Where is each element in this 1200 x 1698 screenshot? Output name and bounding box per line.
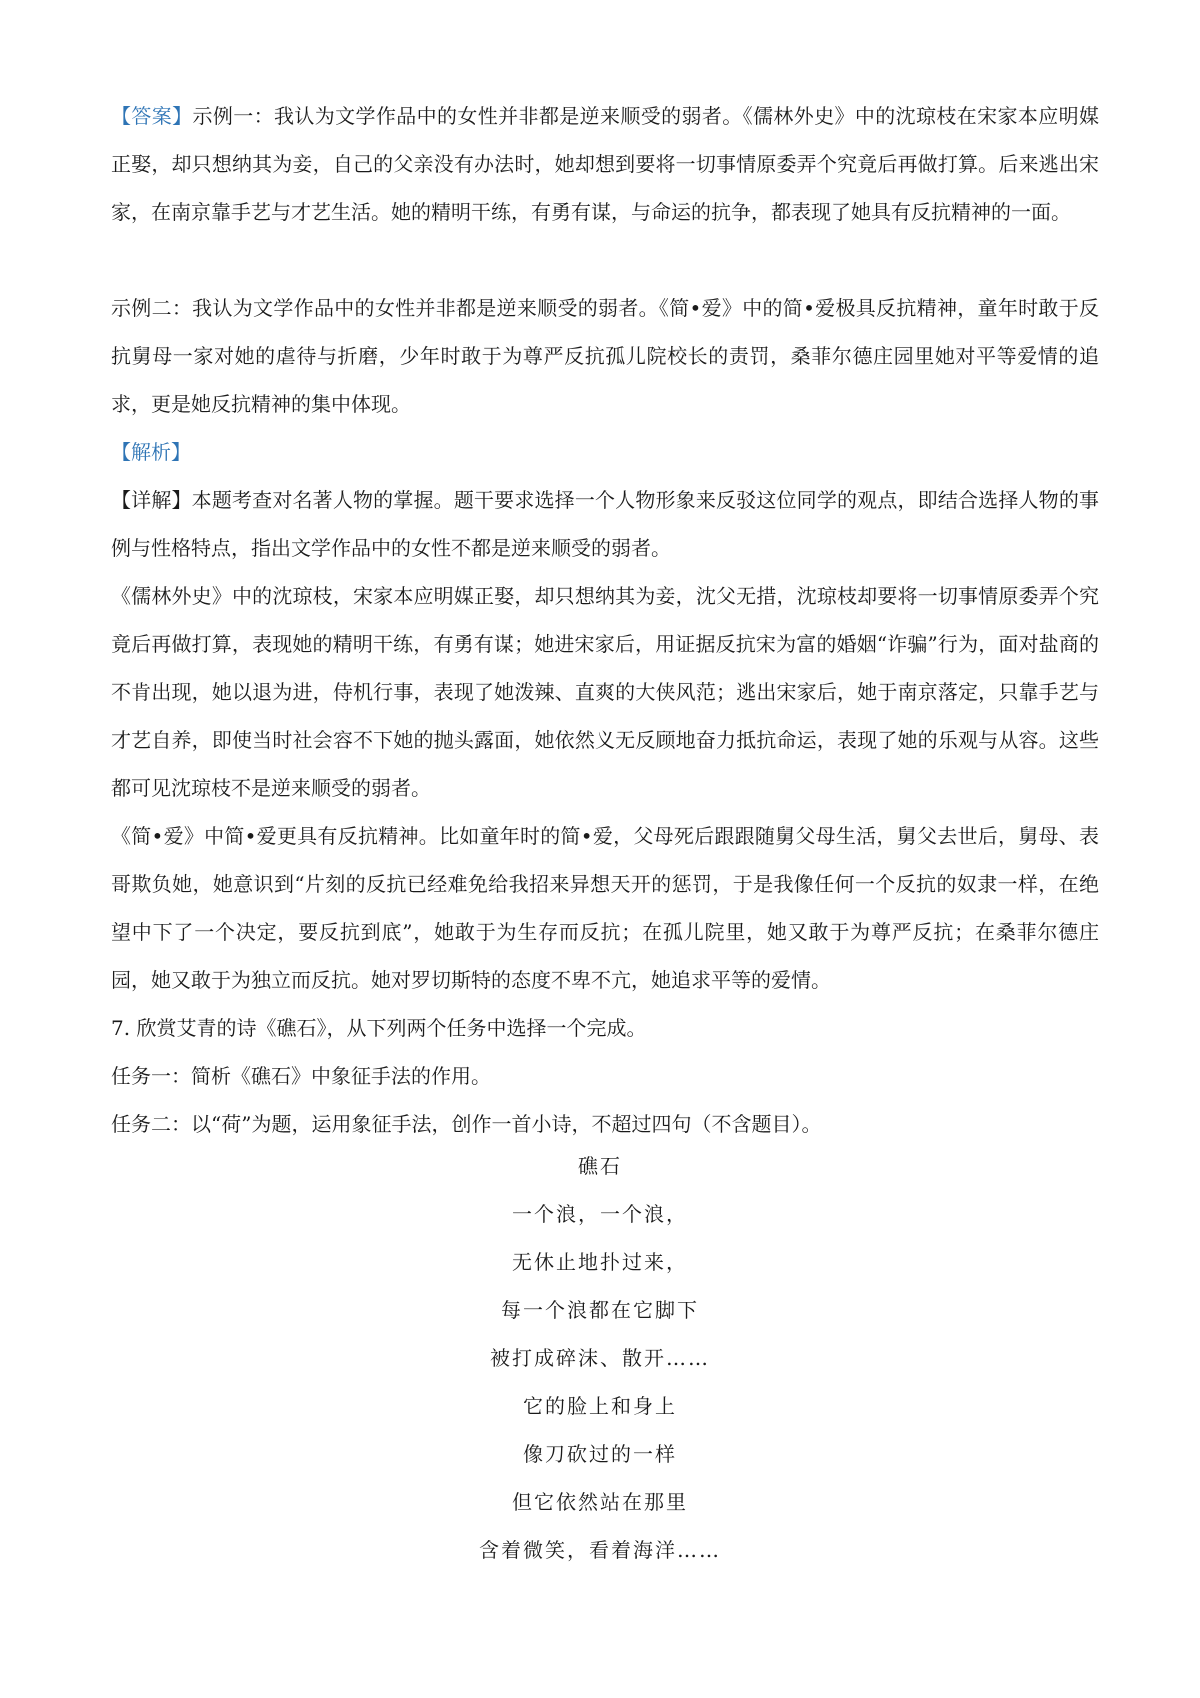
answer-example-1-text: 示例一：我认为文学作品中的女性并非都是逆来顺受的弱者。《儒林外史》中的沈琼枝在宋家本应明媒正娶，却只想纳其为妾，自己的父亲没有办法时，她却想到要将一切事情原委弄个究竟后再做打算。后来逃出宋家，在南京靠手艺与才艺生活。她的精明干练，有勇有谋，与命运的抗争，都表现了她具有反抗精神的一面。 [111, 104, 1099, 224]
poem-line: 含着微笑，看着海洋…… [479, 1538, 721, 1562]
detail-paragraph-1: 《儒林外史》中的沈琼枝，宋家本应明媒正娶，却只想纳其为妾，沈父无措，沈琼枝却要将一切事情原委弄个究竟后再做打算，表现她的精明干练，有勇有谋；她进宋家后，用证据反抗宋为富的婚姻“诈骗”行为，面对盐商的不肯出现，她以退为进，侍机行事，表现了她泼辣、直爽的大侠风范；逃出宋家后，她于南京落定，只靠手艺与才艺自养，即使当时社会容不下她的抛头露面，她依然义无反顾地奋力抵抗命运，表现了她的乐观与从容。这些都可见沈琼枝不是逆来顺受的弱者。 [111, 584, 1099, 800]
poem-line: 但它依然站在那里 [512, 1490, 688, 1514]
poem-line: 像刀砍过的一样 [523, 1442, 677, 1466]
poem-line: 无休止地扑过来， [512, 1250, 688, 1274]
task-2-text: 任务二：以“荷”为题，运用象征手法，创作一首小诗，不超过四句（不含题目）。 [111, 1112, 822, 1136]
detail-section [111, 476, 1099, 572]
task-1-text: 任务一：简析《礁石》中象征手法的作用。 [111, 1064, 491, 1088]
detail-intro-text: 本题考查对名著人物的掌握。题干要求选择一个人物形象来反驳这位同学的观点，即结合选择人物的事例与性格特点，指出文学作品中的女性不都是逆来顺受的弱者。 [111, 488, 1100, 560]
poem-line: 每一个浪都在它脚下 [501, 1298, 699, 1322]
answer-example-2: 示例二：我认为文学作品中的女性并非都是逆来顺受的弱者。《简•爱》中的简•爱极具反抗精神，童年时敢于反抗舅母一家对她的虐待与折磨，少年时敢于为尊严反抗孤儿院校长的责罚，桑菲尔德庄园里她对平等爱情的追求，更是她反抗精神的集中体现。 [111, 296, 1099, 416]
analysis-tag: 【解析】 [111, 440, 191, 464]
answer-tag: 【答案】 [111, 104, 193, 128]
poem-title: 礁石 [578, 1154, 622, 1178]
poem-line: 一个浪，一个浪， [512, 1202, 688, 1226]
detail-intro [111, 476, 1099, 572]
poem-line: 被打成碎沫、散开…… [490, 1346, 710, 1370]
detail-paragraph-rulin [111, 572, 1099, 812]
detail-paragraph-jane-eyre [111, 812, 1099, 1004]
detail-tag: 【详解】 [111, 488, 192, 512]
question-7-task-2 [111, 1100, 1099, 1148]
question-7-stem [111, 1004, 1099, 1052]
question-7-text: 7. 欣赏艾青的诗《礁石》，从下列两个任务中选择一个完成。 [111, 1016, 647, 1040]
detail-paragraph-2: 《简•爱》中简•爱更具有反抗精神。比如童年时的简•爱，父母死后跟跟随舅父母生活，舅父去世后，舅母、表哥欺负她，她意识到“片刻的反抗已经难免给我招来异想天开的惩罚，于是我像任何一个反抗的奴隶一样，在绝望中下了一个决定，要反抗到底”，她敢于为生存而反抗；在孤儿院里，她又敢于为尊严反抗；在桑菲尔德庄园，她又敢于为独立而反抗。她对罗切斯特的态度不卑不亢，她追求平等的爱情。 [111, 824, 1099, 992]
answer-example-2-section [111, 284, 1099, 428]
answer-example-1 [111, 92, 1099, 236]
answer-section [111, 92, 1099, 236]
analysis-section [111, 428, 1099, 476]
poem-line: 它的脸上和身上 [523, 1394, 677, 1418]
poem [0, 1142, 1200, 1574]
question-7-task-1 [111, 1052, 1099, 1100]
